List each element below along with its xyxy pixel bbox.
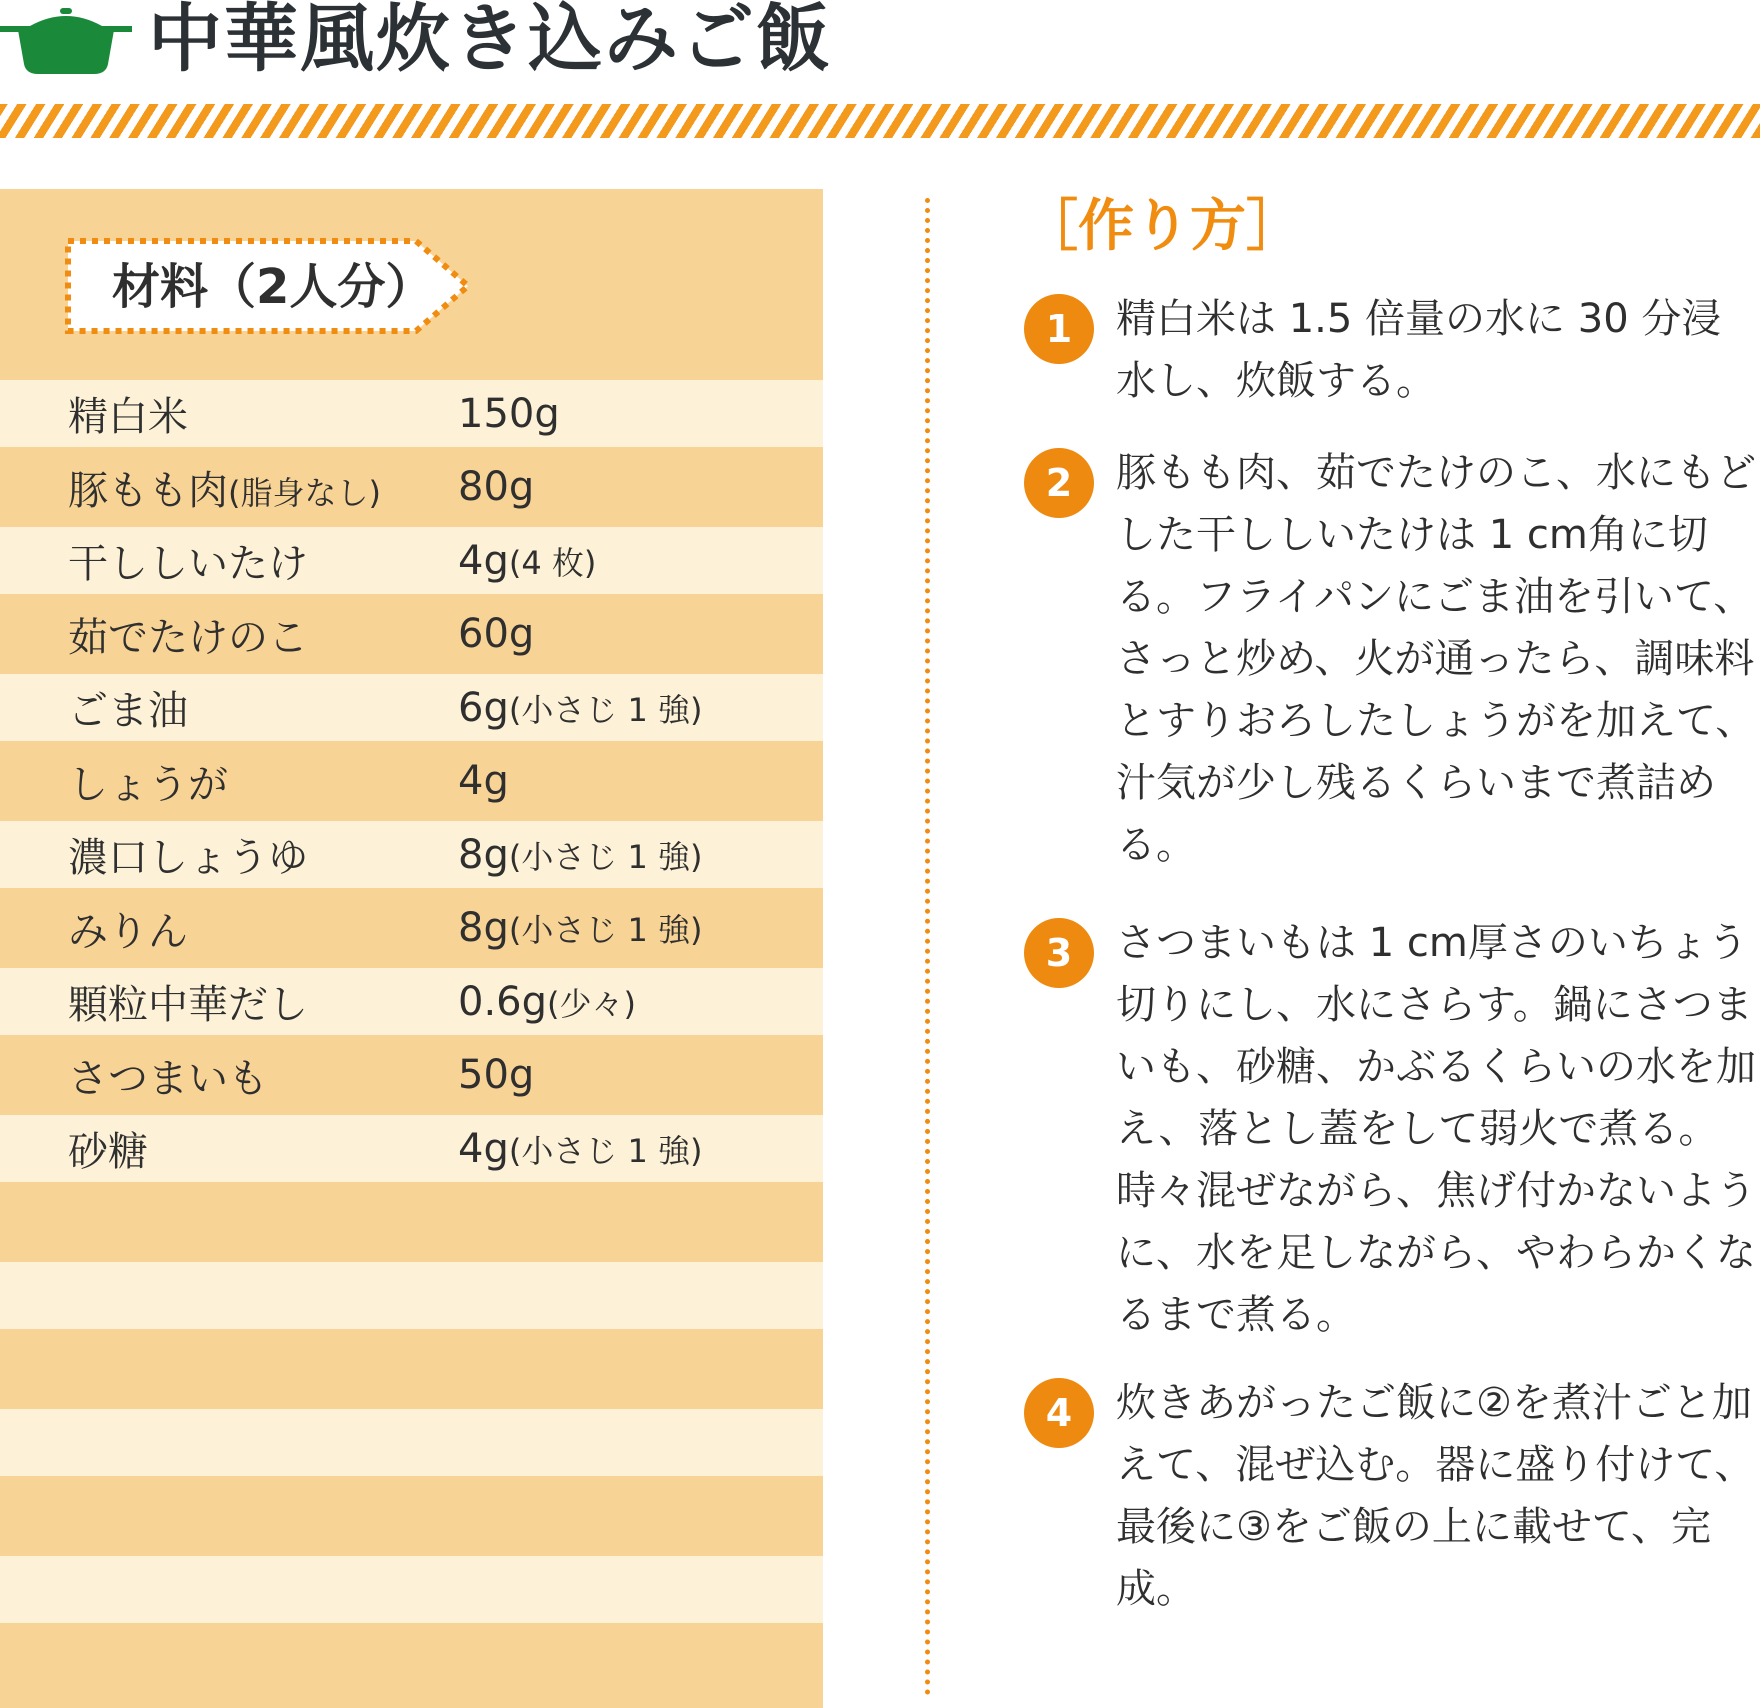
- table-row-background: [0, 1329, 823, 1409]
- method-heading: ［作り方］: [1022, 194, 1302, 259]
- ingredient-amount-value: 8g: [458, 831, 509, 878]
- table-row: [0, 527, 823, 594]
- ingredient-amount-value: 4g: [458, 537, 509, 584]
- ingredient-name: [68, 459, 381, 516]
- ingredient-amount-note: (4 枚): [508, 543, 597, 582]
- table-row-background: [0, 1556, 823, 1623]
- table-row-background: [0, 1262, 823, 1329]
- step-text: 炊きあがったご飯に②を煮汁ごと加えて、混ぜ込む。器に盛り付けて、最後に③をご飯の上に載せて、完成。: [1116, 1380, 1755, 1612]
- ingredient-amount: [458, 979, 636, 1025]
- ingredient-amount-value: 80g: [458, 464, 535, 510]
- ingredient-name-text: 砂糖: [68, 1129, 148, 1175]
- ingredient-amount: [458, 685, 703, 731]
- ingredient-name: [68, 900, 188, 957]
- ingredient-name-text: みりん: [68, 908, 188, 955]
- ingredient-name: [68, 1120, 148, 1177]
- table-row: [0, 1035, 823, 1115]
- ingredient-amount-value: 60g: [458, 611, 535, 657]
- page-title: 中華風炊き込みご飯: [148, 0, 832, 82]
- ingredient-amount-note: (小さじ 1 強): [508, 1131, 703, 1170]
- step-text: 精白米は 1.5 倍量の水に 30 分浸水し、炊飯する。: [1116, 296, 1722, 404]
- column-divider: [925, 198, 930, 1696]
- ingredient-amount-value: 6g: [458, 684, 509, 731]
- table-row: [0, 1115, 823, 1182]
- ingredient-name-note: (脂身なし): [228, 473, 381, 512]
- ingredient-amount: [458, 1052, 534, 1098]
- ingredient-amount-note: (少々): [547, 984, 636, 1023]
- ingredient-name: [68, 532, 308, 589]
- ingredient-name: [68, 753, 228, 810]
- ingredient-amount: [458, 464, 534, 510]
- table-row: [0, 594, 823, 674]
- table-row: [0, 821, 823, 888]
- step-text: 豚もも肉、茹でたけのこ、水にもどした干ししいたけは 1 cm角に切る。フライパンにごま油を引いて、さっと炒め、火が通ったら、調味料とすりおろしたしょうがを加えて、汁気が少し残るくらいまで煮詰める。: [1116, 450, 1756, 868]
- table-row: [0, 447, 823, 527]
- step-number-badge: 3: [1024, 918, 1094, 988]
- table-row: [0, 968, 823, 1035]
- ingredient-name-text: しょうが: [68, 761, 228, 808]
- table-row-background: [0, 1476, 823, 1556]
- ingredient-name: [68, 385, 188, 442]
- table-row-background: [0, 1182, 823, 1262]
- ingredient-amount: [458, 758, 509, 804]
- table-row: [0, 380, 823, 447]
- ingredient-name-text: 精白米: [68, 394, 188, 440]
- ingredient-amount-value: 50g: [458, 1052, 535, 1098]
- step-number-badge: 1: [1024, 294, 1094, 364]
- ingredient-name-text: 濃口しょうゆ: [68, 835, 308, 881]
- ingredient-amount-value: 4g: [458, 1125, 509, 1172]
- cooking-pot-icon: [0, 4, 132, 76]
- ingredient-amount-note: (小さじ 1 強): [508, 837, 703, 876]
- ingredient-name-text: 顆粒中華だし: [68, 982, 308, 1028]
- ingredient-name: [68, 973, 308, 1030]
- ingredient-name-text: 豚もも肉: [68, 467, 228, 514]
- ingredient-name-text: 干ししいたけ: [68, 541, 308, 587]
- ingredient-amount-note: (小さじ 1 強): [508, 690, 703, 729]
- ingredient-amount-value: 0.6g: [458, 978, 548, 1025]
- step-number-badge: 4: [1024, 1378, 1094, 1448]
- ingredient-name: [68, 679, 188, 736]
- table-row-background: [0, 1623, 823, 1708]
- ingredient-name: [68, 826, 308, 883]
- ingredient-amount: [458, 905, 703, 951]
- ingredient-amount-value: 8g: [458, 905, 509, 951]
- ingredient-amount-value: 4g: [458, 758, 509, 804]
- ingredient-amount-note: (小さじ 1 強): [508, 911, 703, 949]
- ingredient-amount: [458, 1126, 703, 1172]
- ingredient-name-text: ごま油: [68, 688, 188, 734]
- table-row: [0, 741, 823, 821]
- ingredient-amount: [458, 832, 703, 878]
- ingredient-amount: [458, 538, 596, 584]
- ingredient-name-text: さつまいも: [68, 1055, 268, 1102]
- table-row-background: [0, 1409, 823, 1476]
- step-number-badge: 2: [1024, 448, 1094, 518]
- table-row: [0, 674, 823, 741]
- ingredient-name: [68, 606, 308, 663]
- header-stripe-divider: [0, 104, 1760, 138]
- table-row: [0, 888, 823, 968]
- step-text: さつまいもは 1 cm厚さのいちょう切りにし、水にさらす。鍋にさつまいも、砂糖、かぶるくらいの水を加え、落とし蓋をして弱火で煮る。時々混ぜながら、焦げ付かないように、水を足しながら、やわらかくなるまで煮る。: [1116, 920, 1756, 1338]
- ingredient-amount: [458, 391, 560, 437]
- ingredient-name: [68, 1047, 268, 1104]
- ingredient-amount-value: 150g: [458, 390, 560, 437]
- ingredients-heading: 材料（2人分）: [112, 259, 434, 315]
- ingredient-name-text: 茹でたけのこ: [68, 614, 308, 661]
- ingredient-amount: [458, 611, 534, 657]
